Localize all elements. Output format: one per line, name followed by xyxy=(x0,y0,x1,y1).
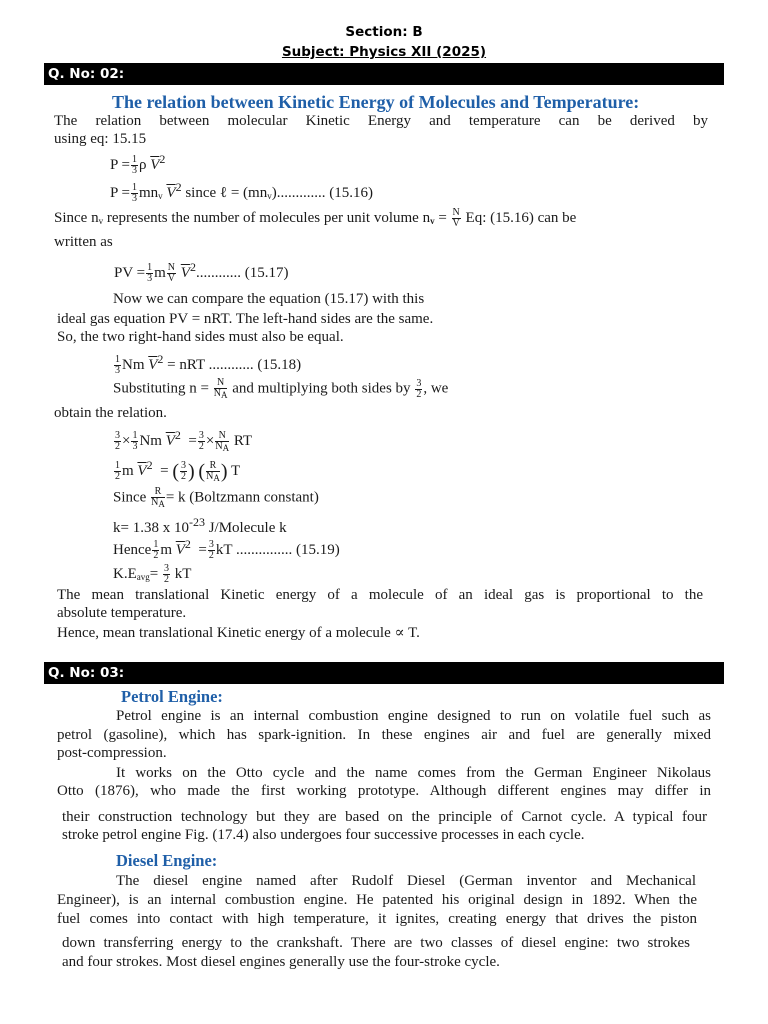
equation-pv: PV = $\frac{1}{3}$ m $\frac{N}{V}$ $\overline{V}^2$............ (15.17) xyxy=(114,260,289,285)
nv-eq: Eq: (15.16) can be xyxy=(461,209,577,226)
section-heading: Section: B xyxy=(345,24,423,40)
q2-compare-2: ideal gas equation PV = nRT. The left-hand sides are the same. xyxy=(57,311,434,327)
equation-1518: $\frac{1}{3}$ Nm $\overline{V}^2$ = nRT ............ (15.18) xyxy=(115,352,302,377)
petrol-engine-title: Petrol Engine: xyxy=(121,687,223,706)
subject-heading: Subject: Physics XII (2025) xyxy=(281,44,487,60)
q2-conclusion-2: absolute temperature. xyxy=(57,605,187,621)
q2-conclusion-1: The mean translational Kinetic energy of a molecule of an ideal gas is proportional to the xyxy=(57,587,703,603)
eq-1518-nm: Nm xyxy=(122,357,145,373)
k-value-a: k= 1.38 x 10 xyxy=(113,520,189,536)
subst-part-1: Substituting n = xyxy=(113,380,209,397)
petrol-line-7: stroke petrol engine Fig. (17.4) also undergoes four successive processes in each cycle. xyxy=(62,827,585,843)
equation-1519: Hence $\frac{1}{2}$ m $\overline{V}^2$ = $\frac{3}{2}$ kT ............... (15.19) xyxy=(113,537,340,562)
petrol-line-6: their construction technology but they are based on the principle of Carnot cycle. A typical four xyxy=(62,809,707,825)
nv-start: Since n xyxy=(54,209,99,226)
q2-obtain: obtain the relation. xyxy=(54,405,167,421)
boltzmann-text: = k (Boltzmann constant) xyxy=(165,489,319,506)
equation-pressure-2: P = $\frac{1}{3}$ mnv $\overline{V}^2$ since ℓ = (mnv)............. (15.16) xyxy=(110,180,373,205)
eq-1516-sub: v xyxy=(267,191,272,201)
ke-label: K.E xyxy=(113,565,137,582)
q2-conclusion-3: Hence, mean translational Kinetic energy of a molecule ∝ T. xyxy=(57,625,420,641)
q2-written-as: written as xyxy=(54,234,113,250)
nv-mid: represents the number of molecules per unit volume n xyxy=(103,209,431,226)
q2-substituting: Substituting n = $\frac{N}{NA}$ and multiplying both sides by $\frac{3}{2}$ , we xyxy=(113,377,449,400)
equation-pressure-1: P = $\frac{1}{3}$ ρ $\overline{V}^2$ xyxy=(110,152,166,177)
eq-1518-rhs: = nRT ............ (15.18) xyxy=(167,357,302,373)
subst-part-3: , we xyxy=(423,380,449,397)
diesel-line-4: down transferring energy to the crankshaft. There are two classes of diesel engine: two strokes xyxy=(62,935,690,951)
question-3-label: Q. No: 03: xyxy=(48,665,125,681)
eq-1516-end: )............. (15.16) xyxy=(271,185,373,201)
q2-nv-line: Since nv represents the number of molecules per unit volume nv = $\frac{N}{V}$ Eq: (15.16) can be xyxy=(54,207,577,229)
petrol-line-2: petrol (gasoline), which has spark-ignition. In these engines air and fuel are generally mixed xyxy=(57,727,711,743)
subst-part-2: and multiplying both sides by xyxy=(232,380,411,397)
diesel-line-1: The diesel engine named after Rudolf Diesel (German inventor and Mechanical xyxy=(116,873,696,889)
q2-intro-line-1: The relation between molecular Kinetic Energy and temperature can be derived by xyxy=(54,113,708,129)
eq-1519-rhs: kT ............... (15.19) xyxy=(215,542,340,558)
boltzmann-value xyxy=(113,513,287,537)
question-2-label: Q. No: 02: xyxy=(48,66,125,82)
petrol-line-3: post-compression. xyxy=(57,745,167,761)
equation-derive-1: $\frac{3}{2}$ × $\frac{1}{3}$ Nm $\overline{V}^2$ = $\frac{3}{2}$ × $\frac{N}{NA}$ RT xyxy=(115,428,253,453)
diesel-line-5: and four strokes. Most diesel engines generally use the four-stroke cycle. xyxy=(62,954,500,970)
diesel-line-3: fuel comes into contact with high temperature, it ignites, creating energy that drives the piston xyxy=(57,911,697,927)
ke-sub: avg xyxy=(136,571,150,582)
q2-compare-3: So, the two right-hand sides must also be equal. xyxy=(57,329,344,345)
equation-boltzmann: Since $\frac{R}{NA}$ = k (Boltzmann constant) xyxy=(113,486,319,509)
petrol-line-1: Petrol engine is an internal combustion engine designed to run on volatile fuel such as xyxy=(116,708,711,724)
petrol-line-5: Otto (1876), who made the first working prototype. Although different engines may differ in xyxy=(57,783,711,799)
equation-ke-avg: K.Eavg= $\frac{3}{2}$ kT xyxy=(113,563,192,585)
k-value-exp: -23 xyxy=(188,515,205,529)
k-value-b: J/Molecule k xyxy=(204,520,287,536)
eq-1516-text: since ℓ = (mn xyxy=(185,185,268,201)
q2-intro-line-2: using eq: 15.15 xyxy=(54,131,147,147)
question-2-bar xyxy=(44,63,724,85)
petrol-line-4: It works on the Otto cycle and the name comes from the German Engineer Nikolaus xyxy=(116,765,711,781)
diesel-line-2: Engineer), is an internal combustion engine. He patented his original design in 1892. When the xyxy=(57,892,697,908)
equation-derive-2: $\frac{1}{2}$ m $\overline{V}^2$ = ( $\frac{3}{2}$ ) ( $\frac{R}{NA}$ ) T xyxy=(115,458,241,483)
q2-compare-1: Now we can compare the equation (15.17) with this xyxy=(113,291,425,307)
q2-title: The relation between Kinetic Energy of Molecules and Temperature: xyxy=(112,92,640,112)
eq-1517-label: ............ (15.17) xyxy=(195,265,289,281)
question-3-bar xyxy=(44,662,724,684)
diesel-engine-title: Diesel Engine: xyxy=(116,851,218,870)
